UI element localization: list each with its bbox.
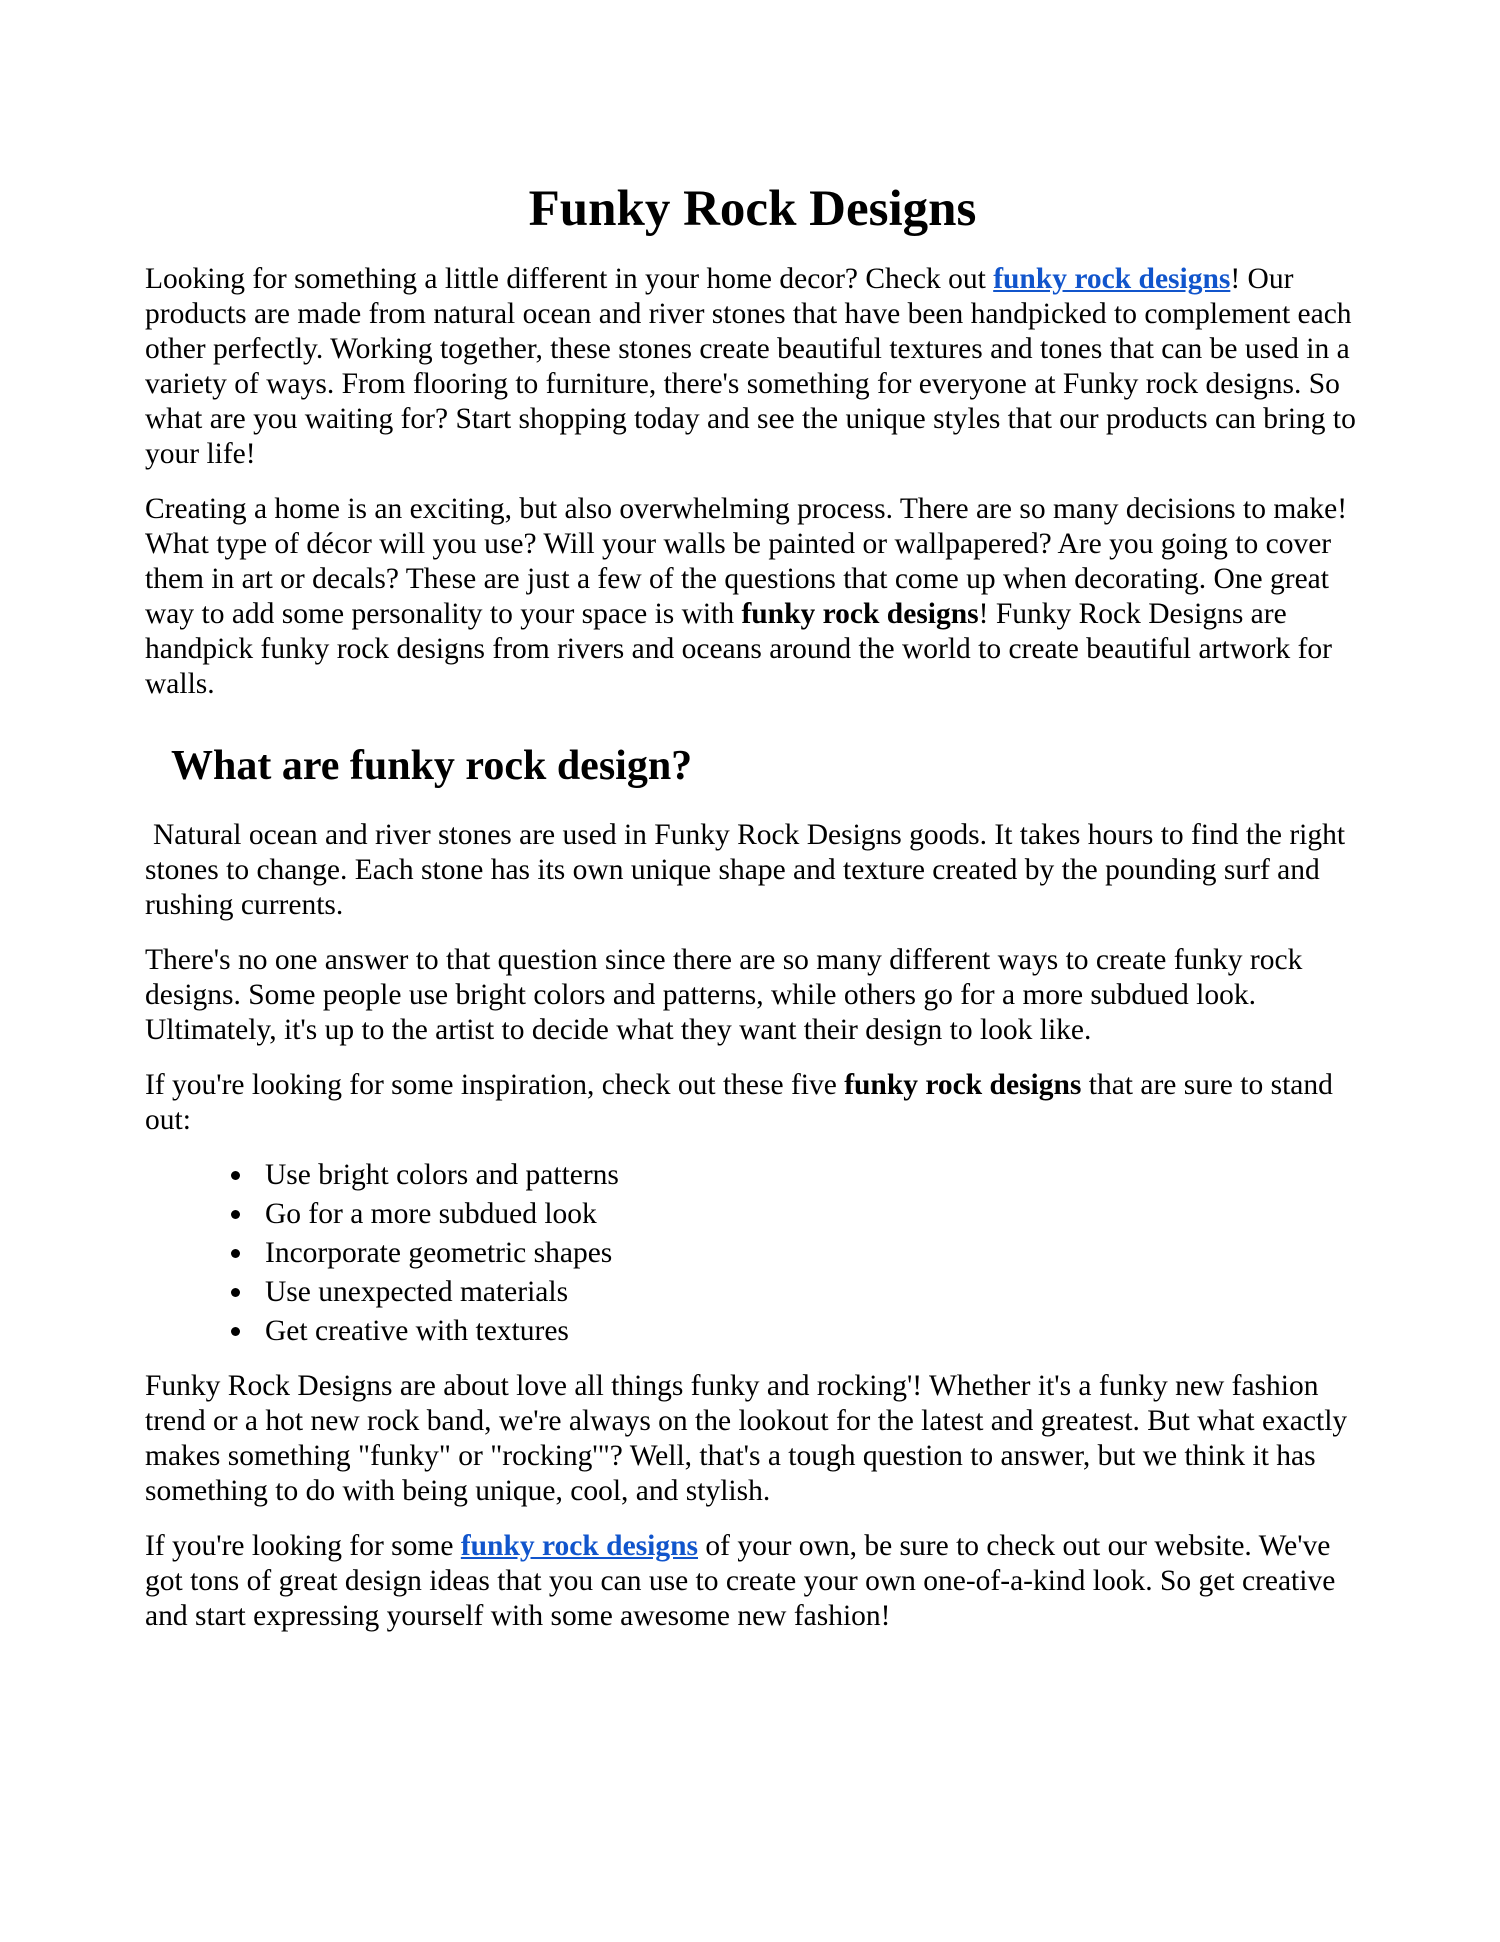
text-run: Looking for something a little different in your home decor? Check out [145,263,994,295]
text-run: that are sure to stand out: [145,1069,1333,1136]
bold-text: funky rock designs [741,598,979,630]
no-one-answer-paragraph [145,943,1360,1048]
list-item: Use bright colors and patterns [145,1158,1360,1193]
document-title: Funky Rock Designs [528,181,977,237]
text-run: There's no one answer to that question since there are so many different ways to create funky rock designs. Some people use bright colors and patterns, while others go for a more subdued look. Ultimately, it's up to the artist to decide what they want their design to look like. [145,944,1303,1046]
intro-paragraph [145,262,1360,472]
list-item: Get creative with textures [145,1314,1360,1349]
design-ideas-list [145,1158,1360,1349]
text-run: Funky Rock Designs are about love all things funky and rocking'! Whether it's a funky new fashion trend or a hot new rock band, we're always on the lookout for the latest and greatest. But what exactly makes something "funky" or "rocking'"? Well, that's a tough question to answer, but we think it has something to do with being unique, cool, and stylish. [145,1370,1348,1507]
bold-text: funky rock designs [844,1069,1082,1101]
text-run: ! Our products are made from natural ocean and river stones that have been handpicked to complement each other perfectly. Working together, these stones create beautiful textures and tones that can be used in a variety of ways. From flooring to furniture, there's something for everyone at Funky rock designs. So what are you waiting for? Start shopping today and see the unique styles that our products can bring to your life! [145,263,1356,470]
funky-rock-designs-link[interactable]: funky rock designs [460,1530,698,1562]
about-paragraph [145,1369,1360,1509]
text-run: ! Funky Rock Designs are handpick funky rock designs from rivers and oceans around the world to create beautiful artwork for walls. [145,598,1332,700]
list-item: Go for a more subdued look [145,1197,1360,1232]
inspiration-paragraph [145,1068,1360,1138]
text-run: of your own, be sure to check out our website. We've got tons of great design ideas that you can use to create your own one-of-a-kind look. So get creative and start expressing yourself with some awesome new fashion! [145,1530,1336,1632]
funky-rock-designs-link[interactable]: funky rock designs [993,263,1231,295]
closing-paragraph [145,1529,1360,1634]
list-item: Incorporate geometric shapes [145,1236,1360,1271]
text-run: If you're looking for some inspiration, check out these five [145,1069,845,1101]
list-item: Use unexpected materials [145,1275,1360,1310]
decor-paragraph [145,492,1360,702]
stones-paragraph [145,818,1360,923]
text-run: Creating a home is an exciting, but also overwhelming process. There are so many decisions to make! What type of décor will you use? Will your walls be painted or wallpapered? Are you going to cover them in art or decals? These are just a few of the questions that come up when decorating. One great way to add some personality to your space is with [145,493,1348,630]
text-run: Natural ocean and river stones are used in Funky Rock Designs goods. It takes hours to find the right stones to change. Each stone has its own unique shape and texture created by the pounding surf and rushing currents. [145,819,1346,921]
document-content [145,180,1360,1634]
text-run: If you're looking for some [145,1530,461,1562]
section-heading: What are funky rock design? [171,743,693,789]
